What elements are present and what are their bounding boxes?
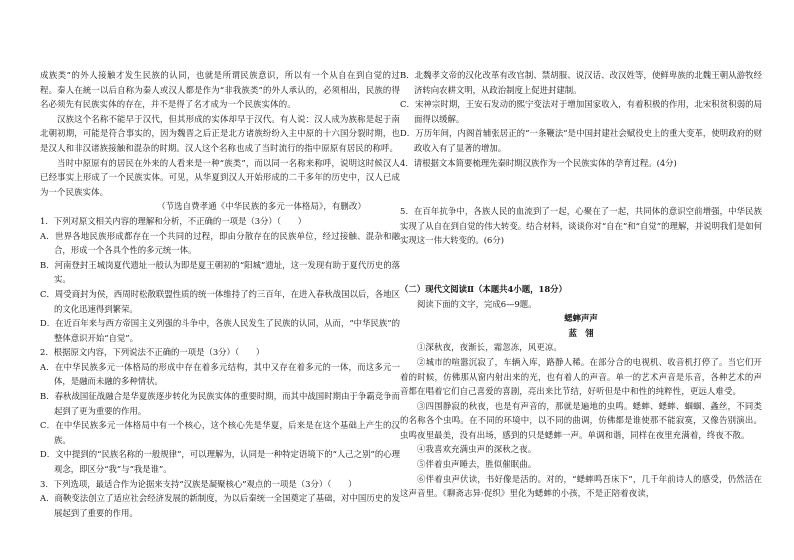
story-author: 蓝 翎 xyxy=(568,327,594,338)
question-1-option-b: B．河南登封王城岗夏代遗址一般认为即是夏王朝初的“阳城”遗址，这一发现有助于夏代历史的落实。 xyxy=(40,259,400,285)
story-paragraph: ④我喜欢充满虫声的深秋之夜。 xyxy=(417,444,537,455)
passage-source: （节选自费孝通《中华民族的多元一体格局》，有删改） xyxy=(157,201,366,212)
story-paragraph: ⑤伴着虫声睡去，胜似催眠曲。 xyxy=(417,459,537,470)
answer-space xyxy=(400,248,762,282)
question-1-stem: 1．下列对原文相关内容的理解和分析，不正确的一项是（3分）（ ） xyxy=(40,215,307,226)
passage-paragraph: 汉族这个名称不能早于汉代，但其形成的实体却早于汉代。有人说：汉人成为族称是起于南北朝初期，可能是符合事实的，因为魏晋之后正是北方诸族纷纷入主中原的十六国分裂时期，也是汉人和非汉诸族接触和混杂的时期。汉人这个名称也成了当时流行的指中原原有居民的称呼。 xyxy=(40,113,400,153)
question-2-option-a: A．在中华民族多元一体格局的形成中存在着多元结构，其中又存在着多元的一体，而这多元一体，是融而未融的多种情状。 xyxy=(40,361,400,387)
story-paragraph: ⑥伴着虫声伏读，书好像是活的。对的，“蟋蟀鸣吾床下”，几千年前诗人的感受，仍然活在这声音里。《聊斋志异·促织》里化为蟋蟀的小孩，不是正陪着夜读， xyxy=(400,473,762,499)
reading-instruction: 阅读下面的文字，完成6—9题。 xyxy=(417,298,537,309)
story-paragraph: ②城市的喧嚣沉寂了，车辆入库，路静人稀。在部分合的电视机、收音机打停了。当它们开着的时候，仿佛那从窗内射出来的光，也有着人的声音。单一的艺术声音是乐音，各种艺术的声音都在唱着它们自己喜爱的喜剧，亮出来比节结，好听但是中和性的纯粹性，更远人难受。 xyxy=(400,356,762,397)
passage-paragraph: 成族类”的外人接触才发生民族的认同，也就是所谓民族意识，所以有一个从自在到自觉的过程。秦人在統一以后自称为秦人或汉人都是作为“非我族类”的外人承认的，必须相出，民族的得名必须先有民族实体的存在，并不是得了名才成为一个民族实体的。 xyxy=(40,70,400,110)
question-2-stem: 2．根据原文内容，下列说法不正确的一项是（3分）（ ） xyxy=(40,347,265,358)
left-column xyxy=(40,68,400,520)
question-1-option-c: C．周受商封为侯，西周时松散联盟性质的统一体维持了约三百年，在进入春秋战国以后，各地区的文化迅速得到繁荣。 xyxy=(40,288,400,314)
question-3-stem: 3．下列选项，最适合作为论据来支持“汉族是凝聚核心”观点的一项是（3分）（ ） xyxy=(40,478,357,489)
question-2-option-d: D．文中提到的“民族名称的一般规律”，可以理解为，认同是一种特定语境下的“人己之别”的心理观念，即区分“我”与“我是谁”。 xyxy=(40,449,400,475)
answer-space xyxy=(400,170,762,204)
question-3-option-a: A．商鞅变法创立了适应社会经济发展的新制度，为以后秦统一全国奠定了基础，对中国历史的发展起到了重要的作用。 xyxy=(40,493,400,518)
question-2-option-b: B．春秋战国征战融合是华夏族逐步转化为民族实体的重要时期，而其中战国时期由于争霸竞争而起到了更为重要的作用。 xyxy=(40,391,400,416)
story-paragraph: ①深秋夜，夜渐长，霜忽冻，风更凉。 xyxy=(417,342,562,353)
passage-paragraph: 当时中原原有的居民在外来的人看来是一种“族类”，而以同一名称来称呼，说明这时候汉人已经事实上形成了一个民族实体。可见，从华夏到汉人开始形成的二千多年的历史中，汉人已成为一个民族实体。 xyxy=(40,157,400,197)
section-header: （二）现代文阅读Ⅱ（本题共4小题，18分） xyxy=(400,283,567,294)
right-column xyxy=(400,68,762,501)
story-paragraph: ③四围静寂的秋夜，也是有声音的，那就是遍地的虫鸣。蟋蟀、蟋蟀、蝈蝈、螽丝，不同类的名称各个虫鸣。在不同的环境中，以不同的曲调，仿佛都是谁使那不能寂寞，又像告别演出。虫鸣夜里最美，没有出场，感到的只是蟋蟀一声。单调和谐，同样在夜里充满着，终夜不散。 xyxy=(400,400,762,440)
question-3-option-d: D．万历年间，内阁首辅张居正的“一条鞭法”是中国封建社会赋役史上的重大变革，使明政府的财政收入有了显著的增加。 xyxy=(400,128,762,153)
question-4: 4．请根据文本简要梳理先秦时期汉族作为一个民族实体的孕育过程。(4分) xyxy=(400,157,677,168)
question-2-option-c: C．在中华民族多元一体格局中有一个核心，这个核心先是华夏，后来是在这个基础上产生的汉族。 xyxy=(40,420,400,445)
question-1-option-a: A．世界各地民族形成都存在一个共同的过程，即由分散存在的民族单位，经过接触、混杂和融合，形成一个各具个性的多元统一体。 xyxy=(40,230,400,256)
story-title: 蟋蟀声声 xyxy=(564,313,598,324)
question-3-option-c: C．宋神宗时期，王安石发动的熙宁变法对于增加国家收入，有着积极的作用，北宋积贫积弱的局面得以缓解。 xyxy=(400,99,762,124)
question-3-option-b: B．北魏孝文帝的汉化改革有改官制、禁胡服、说汉话、改汉姓等，使鲜卑族的北魏王朝从游牧经济转向农耕文明，从政治制度上促进封建制。 xyxy=(400,70,762,95)
question-5: 5．在百年抗争中，各族人民的血流到了一起，心聚在了一起，共同体的意识空前增强，中华民族实现了从自在到自觉的伟大转变。结合材料，谈谈你对“自在”和“自觉”的理解，并说明我们是如何实现这一伟大转变的。(6分) xyxy=(400,206,762,246)
question-1-option-d: D．在近百年来与西方帝国主义列强的斗争中，各族人民发生了民族的认同，从而，“中华民族”的整体意识开始“自觉”。 xyxy=(40,318,400,343)
